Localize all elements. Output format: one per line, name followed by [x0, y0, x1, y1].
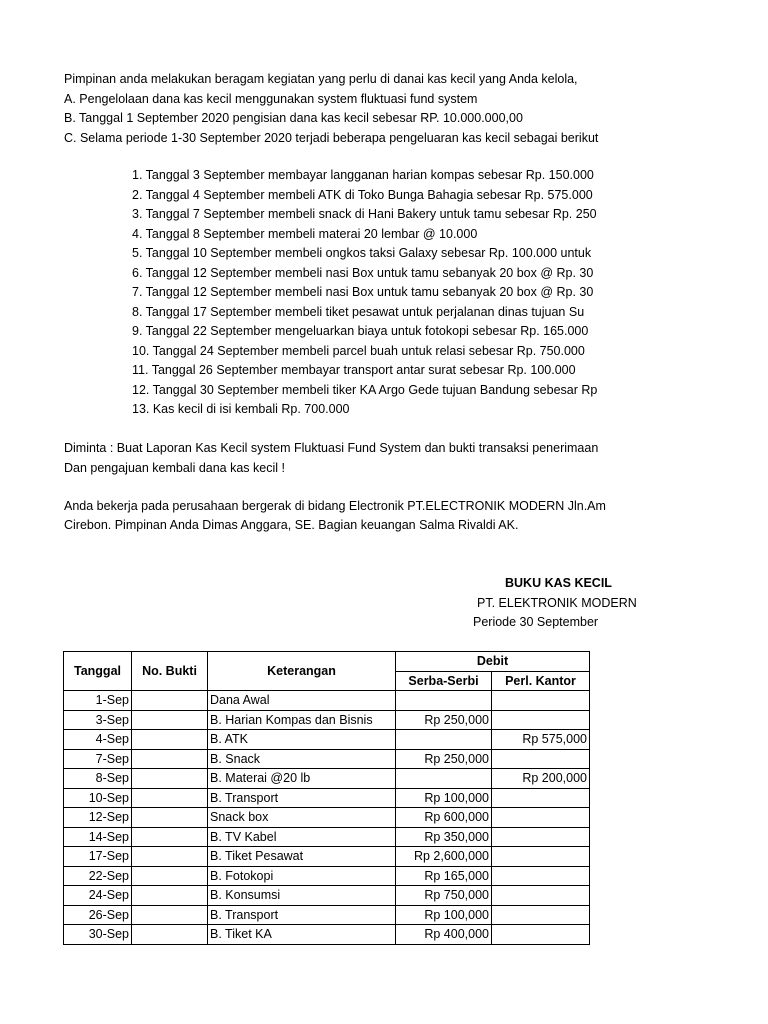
task-line: Dan pengajuan kembali dana kas kecil ! [64, 461, 285, 475]
cell-bukti [132, 925, 208, 945]
header-tanggal: Tanggal [64, 652, 132, 691]
cell-date: 12-Sep [64, 808, 132, 828]
cell-date: 26-Sep [64, 905, 132, 925]
cell-perl-kantor [492, 866, 590, 886]
cell-serba-serbi: Rp 350,000 [396, 827, 492, 847]
cell-serba-serbi: Rp 250,000 [396, 710, 492, 730]
cell-keterangan: B. Tiket KA [208, 925, 396, 945]
cell-keterangan: B. Fotokopi [208, 866, 396, 886]
intro-line: A. Pengelolaan dana kas kecil menggunakan system fluktuasi fund system [64, 92, 478, 106]
cell-date: 10-Sep [64, 788, 132, 808]
table-row [64, 710, 590, 730]
header-keterangan: Keterangan [208, 652, 396, 691]
expense-item: 3. Tanggal 7 September membeli snack di Hani Bakery untuk tamu sebesar Rp. 250 [132, 207, 597, 221]
table-row [64, 827, 590, 847]
cell-perl-kantor: Rp 200,000 [492, 769, 590, 789]
header-perl-kantor: Perl. Kantor [492, 671, 590, 691]
report-company: PT. ELEKTRONIK MODERN [477, 596, 637, 610]
cell-perl-kantor [492, 925, 590, 945]
expense-item: 13. Kas kecil di isi kembali Rp. 700.000 [132, 402, 350, 416]
table-row [64, 808, 590, 828]
cell-bukti [132, 886, 208, 906]
expense-item: 12. Tanggal 30 September membeli tiker KA Argo Gede tujuan Bandung sebesar Rp [132, 383, 598, 397]
cell-bukti [132, 730, 208, 750]
expense-item: 8. Tanggal 17 September membeli tiket pesawat untuk perjalanan dinas tujuan Su [132, 305, 585, 319]
header-no-bukti: No. Bukti [132, 652, 208, 691]
table-row [64, 730, 590, 750]
cell-perl-kantor [492, 788, 590, 808]
intro-line: C. Selama periode 1-30 September 2020 terjadi beberapa pengeluaran kas kecil sebagai berikut [64, 131, 599, 145]
cell-keterangan: B. ATK [208, 730, 396, 750]
header-debit: Debit [396, 652, 590, 672]
table-row [64, 847, 590, 867]
cell-perl-kantor [492, 710, 590, 730]
table-row [64, 866, 590, 886]
cell-serba-serbi [396, 691, 492, 711]
table-row [64, 691, 590, 711]
cell-date: 30-Sep [64, 925, 132, 945]
cell-serba-serbi: Rp 165,000 [396, 866, 492, 886]
header-serba-serbi: Serba-Serbi [396, 671, 492, 691]
report-title: BUKU KAS KECIL [505, 576, 612, 590]
expense-item: 9. Tanggal 22 September mengeluarkan biaya untuk fotokopi sebesar Rp. 165.000 [132, 324, 589, 338]
petty-cash-table [63, 651, 590, 945]
cell-date: 1-Sep [64, 691, 132, 711]
expense-item: 2. Tanggal 4 September membeli ATK di Toko Bunga Bahagia sebesar Rp. 575.000 [132, 188, 593, 202]
cell-perl-kantor [492, 827, 590, 847]
expense-item: 4. Tanggal 8 September membeli materai 20 lembar @ 10.000 [132, 227, 478, 241]
cell-bukti [132, 905, 208, 925]
cell-keterangan: B. TV Kabel [208, 827, 396, 847]
table-row [64, 925, 590, 945]
cell-date: 14-Sep [64, 827, 132, 847]
cell-keterangan: Dana Awal [208, 691, 396, 711]
cell-perl-kantor [492, 847, 590, 867]
cell-date: 4-Sep [64, 730, 132, 750]
cell-serba-serbi: Rp 750,000 [396, 886, 492, 906]
expense-item: 11. Tanggal 26 September membayar transport antar surat sebesar Rp. 100.000 [132, 363, 576, 377]
cell-keterangan: B. Materai @20 lb [208, 769, 396, 789]
cell-serba-serbi: Rp 600,000 [396, 808, 492, 828]
cell-keterangan: B. Snack [208, 749, 396, 769]
cell-bukti [132, 710, 208, 730]
cell-bukti [132, 769, 208, 789]
task-line: Diminta : Buat Laporan Kas Kecil system Fluktuasi Fund System dan bukti transaksi penerimaan [64, 441, 599, 455]
cell-keterangan: B. Harian Kompas dan Bisnis [208, 710, 396, 730]
table-row [64, 886, 590, 906]
table-row [64, 769, 590, 789]
cell-bukti [132, 827, 208, 847]
cell-keterangan: Snack box [208, 808, 396, 828]
expense-item: 6. Tanggal 12 September membeli nasi Box untuk tamu sebanyak 20 box @ Rp. 30 [132, 266, 594, 280]
cell-perl-kantor [492, 808, 590, 828]
table-row [64, 905, 590, 925]
cell-bukti [132, 788, 208, 808]
company-info-line: Anda bekerja pada perusahaan bergerak di bidang Electronik PT.ELECTRONIK MODERN Jln.Am [64, 499, 606, 513]
cell-bukti [132, 749, 208, 769]
cell-date: 8-Sep [64, 769, 132, 789]
cell-keterangan: B. Transport [208, 788, 396, 808]
cell-date: 22-Sep [64, 866, 132, 886]
cell-serba-serbi: Rp 400,000 [396, 925, 492, 945]
expense-item: 10. Tanggal 24 September membeli parcel buah untuk relasi sebesar Rp. 750.000 [132, 344, 585, 358]
cell-bukti [132, 691, 208, 711]
cell-date: 17-Sep [64, 847, 132, 867]
cell-serba-serbi: Rp 100,000 [396, 905, 492, 925]
cell-perl-kantor [492, 749, 590, 769]
cell-bukti [132, 847, 208, 867]
cell-serba-serbi: Rp 100,000 [396, 788, 492, 808]
cell-perl-kantor: Rp 575,000 [492, 730, 590, 750]
cell-perl-kantor [492, 886, 590, 906]
report-period: Periode 30 September [473, 615, 599, 629]
cell-serba-serbi: Rp 2,600,000 [396, 847, 492, 867]
company-info-line: Cirebon. Pimpinan Anda Dimas Anggara, SE. Bagian keuangan Salma Rivaldi AK. [64, 518, 519, 532]
cell-serba-serbi: Rp 250,000 [396, 749, 492, 769]
cell-date: 24-Sep [64, 886, 132, 906]
intro-line: B. Tanggal 1 September 2020 pengisian dana kas kecil sebesar RP. 10.000.000,00 [64, 111, 523, 125]
cell-perl-kantor [492, 691, 590, 711]
expense-item: 7. Tanggal 12 September membeli nasi Box untuk tamu sebanyak 20 box @ Rp. 30 [132, 285, 594, 299]
expense-item: 5. Tanggal 10 September membeli ongkos taksi Galaxy sebesar Rp. 100.000 untuk [132, 246, 592, 260]
cell-keterangan: B. Transport [208, 905, 396, 925]
expense-item: 1. Tanggal 3 September membayar langganan harian kompas sebesar Rp. 150.000 [132, 168, 594, 182]
intro-line: Pimpinan anda melakukan beragam kegiatan yang perlu di danai kas kecil yang Anda kelola, [64, 72, 578, 86]
cell-serba-serbi [396, 730, 492, 750]
cell-date: 7-Sep [64, 749, 132, 769]
table-row [64, 788, 590, 808]
cell-date: 3-Sep [64, 710, 132, 730]
cell-bukti [132, 866, 208, 886]
cell-keterangan: B. Konsumsi [208, 886, 396, 906]
cell-bukti [132, 808, 208, 828]
cell-perl-kantor [492, 905, 590, 925]
cell-keterangan: B. Tiket Pesawat [208, 847, 396, 867]
cell-serba-serbi [396, 769, 492, 789]
table-row [64, 749, 590, 769]
